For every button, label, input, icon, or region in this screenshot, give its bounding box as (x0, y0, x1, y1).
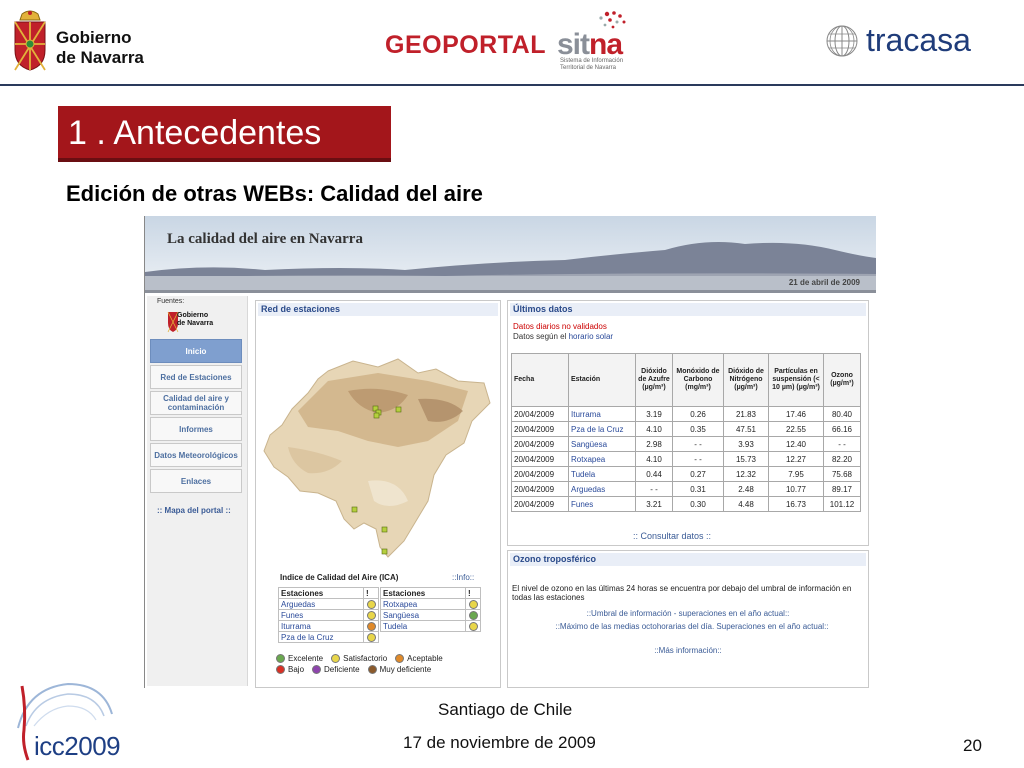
table-row (512, 497, 861, 512)
table-cell: 15.73 (724, 452, 769, 467)
table-cell: 7.95 (769, 467, 824, 482)
station-marker[interactable] (382, 549, 387, 554)
legend-label: Excelente (288, 654, 324, 663)
horario-solar-link[interactable]: horario solar (568, 332, 614, 341)
table-row (381, 621, 481, 632)
ica-station-name[interactable]: Pza de la Cruz (279, 632, 364, 643)
station-link[interactable]: Funes (569, 497, 636, 512)
table-cell: 3.93 (724, 437, 769, 452)
table-row (512, 422, 861, 437)
table-row (279, 632, 379, 643)
table-cell: 80.40 (824, 407, 861, 422)
ica-status-dot (367, 633, 376, 642)
ica-col-flag: ! (364, 588, 379, 599)
footer-city: Santiago de Chile (438, 700, 573, 719)
table-row (381, 599, 481, 610)
section-title-box (58, 106, 391, 162)
menu-item-enlaces[interactable]: Enlaces (150, 469, 242, 493)
station-link[interactable]: Iturrama (569, 407, 636, 422)
table-cell: 101.12 (824, 497, 861, 512)
table-cell: 47.51 (724, 422, 769, 437)
ultimos-datos-panel (507, 300, 869, 546)
menu-item-red-estaciones[interactable]: Red de Estaciones (150, 365, 242, 389)
table-cell: 12.32 (724, 467, 769, 482)
table-cell: 0.27 (673, 467, 724, 482)
table-cell: - - (636, 482, 673, 497)
ica-station-name[interactable]: Iturrama (279, 621, 364, 632)
table-cell: 22.55 (769, 422, 824, 437)
table-cell: 20/04/2009 (512, 467, 569, 482)
geoportal-logo: GEOPORTAL (385, 31, 546, 59)
station-link[interactable]: Rotxapea (569, 452, 636, 467)
legend-dot-icon (276, 654, 285, 663)
table-row (512, 407, 861, 422)
table-cell: 10.77 (769, 482, 824, 497)
ica-station-name[interactable]: Sangüesa (381, 610, 466, 621)
station-marker[interactable] (382, 527, 387, 532)
ica-station-name[interactable]: Tudela (381, 621, 466, 632)
section-title: 1 . Antecedentes (68, 114, 322, 152)
header-divider (0, 84, 1024, 86)
page-number: 20 (963, 736, 982, 755)
icc2009-logo-text: icc2009 (34, 731, 121, 761)
table-cell: 0.44 (636, 467, 673, 482)
col-fecha: Fecha (512, 354, 569, 407)
ozono-panel (507, 550, 869, 688)
maximo-medias-link[interactable]: ::Máximo de las medias octohorarias del día. Superaciones en el año actual:: (555, 622, 829, 631)
station-link[interactable]: Arguedas (569, 482, 636, 497)
table-row (381, 610, 481, 621)
table-cell: 12.40 (769, 437, 824, 452)
col-no2: Dióxido de Nitrógeno (µg/m³) (724, 354, 769, 407)
table-row (279, 621, 379, 632)
slide-subtitle: Edición de otras WEBs: Calidad del aire (66, 181, 483, 206)
datos-no-validados-note: Datos diarios no validados (513, 322, 607, 331)
table-cell: 3.19 (636, 407, 673, 422)
ica-col-flag: ! (466, 588, 481, 599)
station-marker[interactable] (352, 507, 357, 512)
ica-table-left (278, 587, 379, 643)
table-cell: 21.83 (724, 407, 769, 422)
ica-status-dot (367, 611, 376, 620)
col-co: Monóxido de Carbono (mg/m³) (673, 354, 724, 407)
table-cell: 0.31 (673, 482, 724, 497)
ultimos-datos-table (511, 353, 861, 512)
table-row (279, 610, 379, 621)
fuentes-label: Fuentes: (157, 298, 185, 305)
legend-dot-icon (276, 665, 285, 674)
table-cell: 20/04/2009 (512, 452, 569, 467)
legend-dot-icon (331, 654, 340, 663)
table-cell: - - (824, 437, 861, 452)
table-cell: 16.73 (769, 497, 824, 512)
col-pm10: Partículas en suspensión (< 10 µm) (µg/m³) (769, 354, 824, 407)
red-estaciones-panel (255, 300, 501, 688)
legend-dot-icon (368, 665, 377, 674)
table-cell: 0.26 (673, 407, 724, 422)
ica-status-dot (469, 622, 478, 631)
table-cell: 4.10 (636, 452, 673, 467)
menu-item-datos-meteorologicos[interactable]: Datos Meteorológicos (150, 443, 242, 467)
ica-col-estaciones: Estaciones (279, 588, 364, 599)
col-so2: Dióxido de Azufre (µg/m³) (636, 354, 673, 407)
table-row (512, 482, 861, 497)
legend-label: Bajo (288, 665, 305, 674)
navarra-coat-of-arms-icon (12, 10, 48, 72)
ica-info-link[interactable]: ::Info:: (452, 573, 475, 582)
mountain-banner (145, 216, 876, 293)
station-link[interactable]: Pza de la Cruz (569, 422, 636, 437)
slide-header (0, 0, 1024, 86)
table-row (279, 599, 379, 610)
legend-dot-icon (395, 654, 404, 663)
table-cell: 3.21 (636, 497, 673, 512)
table-cell: 89.17 (824, 482, 861, 497)
menu-item-informes[interactable]: Informes (150, 417, 242, 441)
table-row (512, 467, 861, 482)
legend-label: Deficiente (324, 665, 360, 674)
mapa-portal-link[interactable]: :: Mapa del portal :: (157, 506, 231, 515)
table-cell: - - (673, 452, 724, 467)
table-cell: 82.20 (824, 452, 861, 467)
table-cell: 4.10 (636, 422, 673, 437)
menu-item-calidad-aire[interactable]: Calidad del aire y contaminación (150, 391, 242, 415)
table-cell: 20/04/2009 (512, 407, 569, 422)
table-cell: 2.98 (636, 437, 673, 452)
ica-station-name[interactable]: Arguedas (279, 599, 364, 610)
tracasa-globe-icon (825, 24, 859, 58)
table-cell: 0.35 (673, 422, 724, 437)
consultar-datos-link[interactable]: :: Consultar datos :: (633, 531, 712, 541)
ica-station-name[interactable]: Funes (279, 610, 364, 621)
col-estacion: Estación (569, 354, 636, 407)
web-banner-title: La calidad del aire en Navarra (167, 231, 363, 247)
table-row (512, 437, 861, 452)
ica-station-name[interactable]: Rotxapea (381, 599, 466, 610)
table-cell: 12.27 (769, 452, 824, 467)
ozono-heading: Ozono troposférico (510, 553, 866, 566)
table-cell: 4.48 (724, 497, 769, 512)
table-cell: 17.46 (769, 407, 824, 422)
table-cell: 20/04/2009 (512, 497, 569, 512)
gobierno-navarra-mini-text: Gobierno de Navarra (177, 312, 214, 327)
ica-status-dot (469, 611, 478, 620)
mas-informacion-link[interactable]: ::Más información:: (654, 646, 722, 655)
station-marker[interactable] (374, 413, 379, 418)
table-cell: 20/04/2009 (512, 437, 569, 452)
web-screenshot (144, 216, 876, 688)
menu-item-inicio[interactable]: Inicio (150, 339, 242, 363)
ica-legend (276, 653, 443, 675)
ica-status-dot (367, 622, 376, 631)
footer-date: 17 de noviembre de 2009 (403, 733, 596, 752)
ica-col-estaciones: Estaciones (381, 588, 466, 599)
sitna-logo: sitna (557, 28, 623, 61)
tracasa-logo: tracasa (866, 22, 971, 58)
web-sidebar (147, 296, 248, 686)
table-row (512, 452, 861, 467)
legend-label: Muy deficiente (379, 665, 432, 674)
ozono-text: El nivel de ozono en las últimas 24 horas se encuentra por debajo del umbral de información en todas las estaciones (512, 584, 852, 602)
umbral-informacion-link[interactable]: ::Umbral de información - superaciones en el año actual:: (586, 609, 790, 618)
web-date: 21 de abril de 2009 (788, 278, 860, 287)
ica-status-dot (367, 600, 376, 609)
horario-solar-note: Datos según el horario solar (513, 332, 614, 341)
station-link[interactable]: Sangüesa (569, 437, 636, 452)
gobierno-navarra-logo-text: Gobierno de Navarra (56, 28, 144, 67)
sitna-subtitle: Sistema de Información Territorial de Navarra (560, 58, 624, 71)
red-estaciones-heading: Red de estaciones (258, 303, 498, 316)
table-cell: 20/04/2009 (512, 482, 569, 497)
navarra-relief-map[interactable] (258, 351, 498, 571)
table-cell: 66.16 (824, 422, 861, 437)
table-cell: 2.48 (724, 482, 769, 497)
table-cell: 75.68 (824, 467, 861, 482)
station-link[interactable]: Tudela (569, 467, 636, 482)
ultimos-datos-heading: Últimos datos (510, 303, 866, 316)
col-ozono: Ozono (µg/m³) (824, 354, 861, 407)
station-marker[interactable] (396, 407, 401, 412)
table-cell: - - (673, 437, 724, 452)
ica-table-right (380, 587, 481, 632)
legend-dot-icon (312, 665, 321, 674)
ica-title: Indice de Calidad del Aire (ICA) (280, 573, 399, 582)
legend-label: Satisfactorio (343, 654, 388, 663)
legend-label: Aceptable (407, 654, 443, 663)
ica-status-dot (469, 600, 478, 609)
table-cell: 20/04/2009 (512, 422, 569, 437)
table-cell: 0.30 (673, 497, 724, 512)
